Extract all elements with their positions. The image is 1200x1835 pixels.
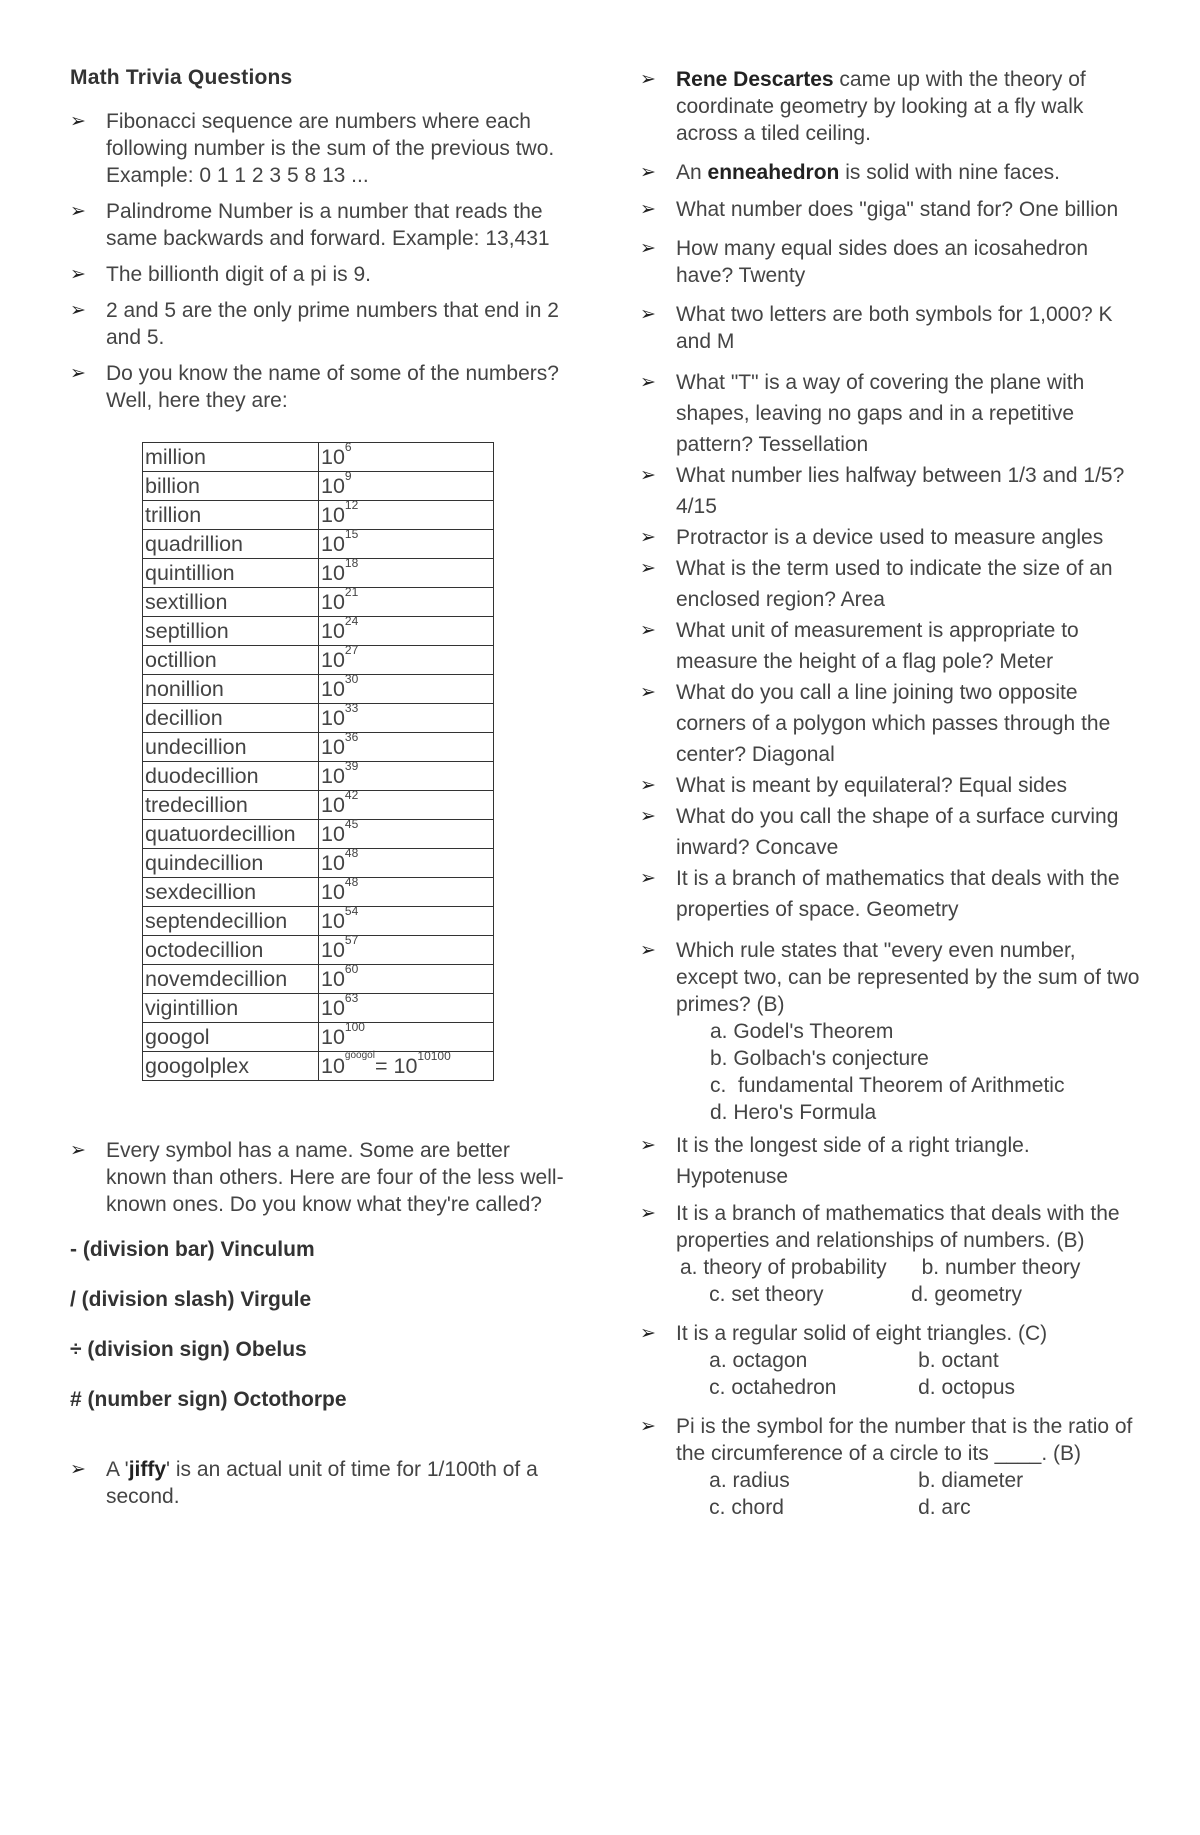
- number-value-cell: $10^{30}$: [319, 675, 494, 704]
- number-value-cell: $10^{60}$: [319, 965, 494, 994]
- bullet-protractor: [640, 522, 1140, 553]
- bullet-text: Fibonacci sequence are numbers where each following number is the sum of the previous two. Example: 0 1 1 2 3 5 8 13 ...: [106, 110, 555, 187]
- number-value-cell: $10^{18}$: [319, 559, 494, 588]
- arrow-bullet-icon: ➢: [640, 868, 656, 889]
- bullet-meter: [640, 615, 1140, 677]
- bullet-text: Which rule states that "every even number, except two, can be represented by the sum of two primes? (B): [676, 939, 1140, 1016]
- number-name-cell: undecillion: [143, 733, 319, 762]
- table-row: [143, 1052, 494, 1081]
- bullet-text: Rene Descartes came up with the theory of coordinate geometry by looking at a fly walk across a tiled ceiling.: [676, 68, 1086, 145]
- table-row: [143, 994, 494, 1023]
- number-value-cell: $10^{48}$: [319, 849, 494, 878]
- option-d: d. Hero's Formula: [710, 1101, 877, 1124]
- pi-options: [640, 1467, 1140, 1521]
- arrow-bullet-icon: ➢: [640, 620, 656, 641]
- number-value-cell: $10^{42}$: [319, 791, 494, 820]
- table-row: [143, 762, 494, 791]
- table-row: [143, 936, 494, 965]
- number-name-cell: tredecillion: [143, 791, 319, 820]
- option-b: b. Golbach's conjecture: [710, 1047, 929, 1070]
- number-name-cell: quintillion: [143, 559, 319, 588]
- arrow-bullet-icon: ➢: [640, 940, 656, 961]
- number-value-cell: $10^{36}$: [319, 733, 494, 762]
- arrow-bullet-icon: ➢: [70, 264, 86, 285]
- number-value-cell: $10^{39}$: [319, 762, 494, 791]
- arrow-bullet-icon: ➢: [640, 199, 656, 220]
- bullet-text: Palindrome Number is a number that reads the same backwards and forward. Example: 13,431: [106, 200, 550, 250]
- arrow-bullet-icon: ➢: [70, 201, 86, 222]
- arrow-bullet-icon: ➢: [640, 1416, 656, 1437]
- number-theory-options: [640, 1254, 1140, 1308]
- options-line-2: c. set theory d. geometry: [680, 1283, 1022, 1306]
- octahedron-options: [640, 1347, 1140, 1401]
- symbol-obelus: ÷ (division sign) Obelus: [70, 1338, 307, 1361]
- arrow-bullet-icon: ➢: [640, 304, 656, 325]
- number-name-cell: octillion: [143, 646, 319, 675]
- number-value-cell: $10^{12}$: [319, 501, 494, 530]
- bullet-text: It is a branch of mathematics that deals with the properties of space. Geometry: [676, 867, 1120, 921]
- bullet-text: What do you call a line joining two opposite corners of a polygon which passes through the center? Diagonal: [676, 681, 1111, 766]
- table-row: [143, 472, 494, 501]
- number-name-cell: quadrillion: [143, 530, 319, 559]
- bullet-text: What two letters are both symbols for 1,000? K and M: [676, 303, 1113, 353]
- table-row: [143, 501, 494, 530]
- number-name-cell: vigintillion: [143, 994, 319, 1023]
- arrow-bullet-icon: ➢: [640, 1323, 656, 1344]
- table-row: [143, 791, 494, 820]
- bullet-halfway: [640, 460, 1140, 522]
- bullet-text: An enneahedron is solid with nine faces.: [676, 161, 1060, 184]
- bullet-text: It is a regular solid of eight triangles. (C): [676, 1322, 1048, 1345]
- number-value-cell: $10^{15}$: [319, 530, 494, 559]
- left-column: [70, 66, 570, 1510]
- number-value-cell: $10^9$: [319, 472, 494, 501]
- options-line-1: a. octagon b. octant: [680, 1349, 999, 1372]
- arrow-bullet-icon: ➢: [640, 775, 656, 796]
- bullet-text: Pi is the symbol for the number that is the ratio of the circumference of a circle to its ____. (B): [676, 1415, 1133, 1465]
- options-line-1: a. radius b. diameter: [680, 1469, 1024, 1492]
- bullet-goldbach: [640, 937, 1140, 1018]
- arrow-bullet-icon: ➢: [640, 162, 656, 183]
- bullet-fibonacci: [70, 108, 570, 189]
- bullet-text: How many equal sides does an icosahedron have? Twenty: [676, 237, 1089, 287]
- table-row: [143, 675, 494, 704]
- number-value-cell: $10^{100}$: [319, 1023, 494, 1052]
- bullet-text: What is the term used to indicate the size of an enclosed region? Area: [676, 557, 1113, 611]
- number-name-cell: novemdecillion: [143, 965, 319, 994]
- bullet-symbols: [70, 1137, 570, 1218]
- bullet-text: What do you call the shape of a surface curving inward? Concave: [676, 805, 1119, 859]
- bullet-text: Do you know the name of some of the numbers? Well, here they are:: [106, 362, 559, 412]
- number-value-cell: $10^{63}$: [319, 994, 494, 1023]
- bullet-text: 2 and 5 are the only prime numbers that end in 2 and 5.: [106, 299, 559, 349]
- bullet-text: The billionth digit of a pi is 9.: [106, 263, 371, 286]
- table-row: [143, 907, 494, 936]
- number-value-cell: $10^6$: [319, 443, 494, 472]
- arrow-bullet-icon: ➢: [640, 238, 656, 259]
- bullet-octahedron: [640, 1320, 1140, 1347]
- bullet-text: It is the longest side of a right triangle. Hypotenuse: [676, 1134, 1030, 1188]
- arrow-bullet-icon: ➢: [640, 806, 656, 827]
- arrow-bullet-icon: ➢: [70, 300, 86, 321]
- number-value-cell: $10^{48}$: [319, 878, 494, 907]
- number-name-cell: duodecillion: [143, 762, 319, 791]
- arrow-bullet-icon: ➢: [70, 111, 86, 132]
- number-name-cell: googolplex: [143, 1052, 319, 1081]
- bullet-equilateral: [640, 770, 1140, 801]
- number-name-cell: sextillion: [143, 588, 319, 617]
- number-name-cell: octodecillion: [143, 936, 319, 965]
- arrow-bullet-icon: ➢: [640, 1203, 656, 1224]
- bullet-area: [640, 553, 1140, 615]
- number-name-cell: decillion: [143, 704, 319, 733]
- arrow-bullet-icon: ➢: [640, 527, 656, 548]
- bullet-geometry: [640, 863, 1140, 925]
- number-name-cell: septillion: [143, 617, 319, 646]
- arrow-bullet-icon: ➢: [70, 1459, 86, 1480]
- table-row: [143, 849, 494, 878]
- table-row: [143, 646, 494, 675]
- number-value-cell: $10^{googol}= 10^{10100}$: [319, 1052, 494, 1081]
- bullet-palindrome: [70, 198, 570, 252]
- table-row: [143, 878, 494, 907]
- number-value-cell: $10^{54}$: [319, 907, 494, 936]
- number-name-cell: septendecillion: [143, 907, 319, 936]
- bullet-enneahedron: [640, 159, 1140, 186]
- bullet-concave: [640, 801, 1140, 863]
- arrow-bullet-icon: ➢: [70, 363, 86, 384]
- symbol-virgule: / (division slash) Virgule: [70, 1288, 312, 1311]
- table-row: [143, 588, 494, 617]
- number-names-table: [142, 442, 494, 1081]
- bullet-text: It is a branch of mathematics that deals with the properties and relationships of numbers. (B): [676, 1202, 1120, 1252]
- bullet-primes: [70, 297, 570, 351]
- bullet-jiffy: [70, 1456, 570, 1510]
- bullet-text: What "T" is a way of covering the plane with shapes, leaving no gaps and in a repetitive pattern? Tessellation: [676, 371, 1085, 456]
- table-row: [143, 733, 494, 762]
- number-name-cell: sexdecillion: [143, 878, 319, 907]
- bullet-k-and-m: [640, 301, 1140, 355]
- arrow-bullet-icon: ➢: [640, 1135, 656, 1156]
- number-name-cell: million: [143, 443, 319, 472]
- number-name-cell: nonillion: [143, 675, 319, 704]
- table-row: [143, 965, 494, 994]
- bullet-text: A 'jiffy' is an actual unit of time for 1/100th of a second.: [106, 1458, 538, 1508]
- table-row: [143, 443, 494, 472]
- number-value-cell: $10^{57}$: [319, 936, 494, 965]
- number-name-cell: trillion: [143, 501, 319, 530]
- table-row: [143, 1023, 494, 1052]
- options-line-1: a. theory of probability b. number theory: [680, 1256, 1081, 1279]
- table-row: [143, 559, 494, 588]
- bullet-tessellation: [640, 367, 1140, 460]
- document-title: Math Trivia Questions: [70, 66, 293, 89]
- arrow-bullet-icon: ➢: [70, 1140, 86, 1161]
- number-value-cell: $10^{27}$: [319, 646, 494, 675]
- options-line-2: c. chord d. arc: [680, 1496, 971, 1519]
- arrow-bullet-icon: ➢: [640, 558, 656, 579]
- table-row: [143, 617, 494, 646]
- number-value-cell: $10^{33}$: [319, 704, 494, 733]
- goldbach-options: [640, 1018, 1140, 1126]
- number-name-cell: quatuordecillion: [143, 820, 319, 849]
- table-row: [143, 820, 494, 849]
- number-name-cell: quindecillion: [143, 849, 319, 878]
- arrow-bullet-icon: ➢: [640, 465, 656, 486]
- arrow-bullet-icon: ➢: [640, 372, 656, 393]
- bullet-text: What unit of measurement is appropriate to measure the height of a flag pole? Meter: [676, 619, 1079, 673]
- bullet-hypotenuse: [640, 1130, 1140, 1192]
- bullet-diagonal: [640, 677, 1140, 770]
- number-value-cell: $10^{45}$: [319, 820, 494, 849]
- bullet-number-theory: [640, 1200, 1140, 1254]
- option-a: a. Godel's Theorem: [710, 1020, 894, 1043]
- number-value-cell: $10^{24}$: [319, 617, 494, 646]
- bullet-text: What is meant by equilateral? Equal sides: [676, 774, 1068, 797]
- table-row: [143, 704, 494, 733]
- arrow-bullet-icon: ➢: [640, 69, 656, 90]
- symbol-vinculum: - (division bar) Vinculum: [70, 1238, 315, 1261]
- options-line-2: c. octahedron d. octopus: [680, 1376, 1016, 1399]
- bullet-text: What number does "giga" stand for? One billion: [676, 198, 1119, 221]
- bullet-text: Protractor is a device used to measure angles: [676, 526, 1104, 549]
- number-name-cell: googol: [143, 1023, 319, 1052]
- arrow-bullet-icon: ➢: [640, 682, 656, 703]
- bullet-descartes: [640, 66, 1140, 147]
- table-row: [143, 530, 494, 559]
- bullet-text: What number lies halfway between 1/3 and 1/5? 4/15: [676, 464, 1125, 518]
- bullet-giga: [640, 196, 1140, 223]
- right-column: [640, 66, 1140, 1521]
- bullet-number-names: [70, 360, 570, 414]
- number-value-cell: $10^{21}$: [319, 588, 494, 617]
- symbol-octothorpe: # (number sign) Octothorpe: [70, 1388, 347, 1411]
- option-c: c. fundamental Theorem of Arithmetic: [710, 1074, 1065, 1097]
- bullet-pi: [640, 1413, 1140, 1467]
- bullet-icosahedron: [640, 235, 1140, 289]
- bullet-text: Every symbol has a name. Some are better known than others. Here are four of the less well-known ones. Do you know what they're called?: [106, 1139, 564, 1216]
- number-name-cell: billion: [143, 472, 319, 501]
- bullet-billionth-digit: [70, 261, 570, 288]
